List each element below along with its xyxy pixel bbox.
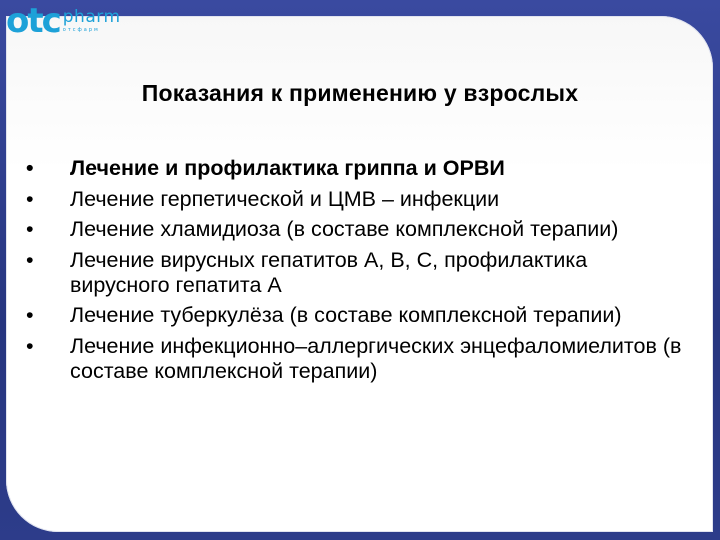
list-item-text: Лечение вирусных гепатитов А, В, С, профилактика вирусного гепатита А [70, 247, 588, 297]
brand-logo [6, 1, 121, 41]
slide-title: Показания к применению у взрослых [141, 80, 579, 106]
indication-list [26, 156, 686, 389]
list-item [26, 334, 686, 384]
logo-word: pharm [62, 7, 121, 27]
list-item-text: Лечение хламидиоза (в составе комплексной терапии) [70, 217, 619, 241]
bullet-icon: • [26, 303, 34, 327]
bullet-icon: • [26, 217, 34, 241]
list-item-text: Лечение и профилактика гриппа и ОРВИ [70, 156, 505, 180]
list-item-text: Лечение туберкулёза (в составе комплексной терапии) [70, 303, 622, 327]
list-item [26, 303, 686, 328]
list-item [26, 248, 686, 298]
list-item [26, 156, 686, 181]
logo-right-block [63, 9, 121, 34]
list-item-text: Лечение инфекционно–аллергических энцефаломиелитов (в составе комплексной терапии) [70, 333, 682, 383]
bullet-icon: • [26, 333, 34, 358]
list-item-text: Лечение герпетической и ЦМВ – инфекции [70, 186, 500, 211]
logo-subtitle: отcфарм [62, 27, 100, 33]
logo-main-text: otc [6, 1, 60, 41]
bullet-icon: • [26, 247, 34, 272]
bullet-icon: • [26, 186, 34, 211]
list-item [26, 187, 686, 212]
bullet-icon: • [26, 156, 34, 180]
list-item [26, 217, 686, 242]
